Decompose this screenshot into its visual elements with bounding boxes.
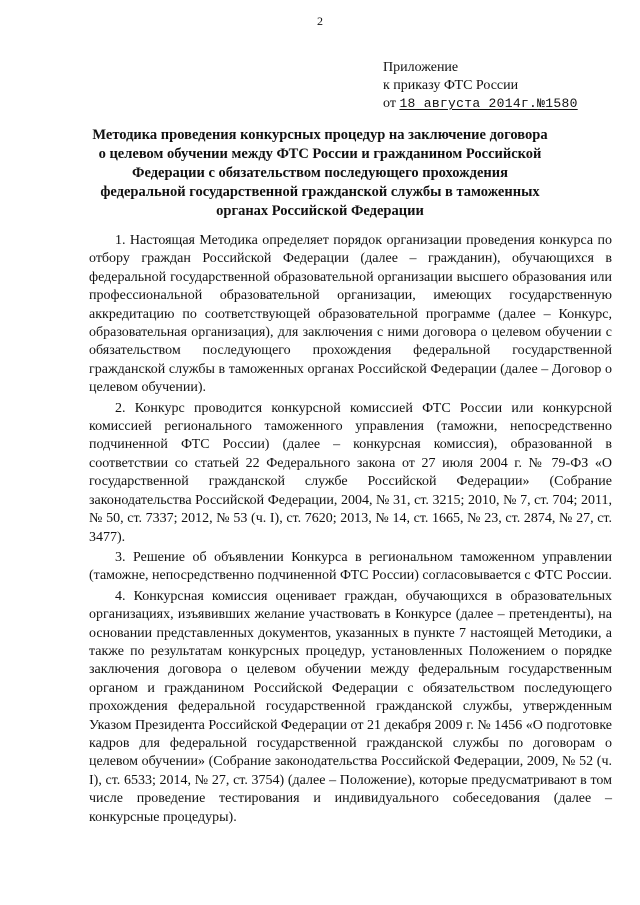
appendix-order-date-line	[383, 95, 578, 113]
paragraph-1: 1. Настоящая Методика определяет порядок организации проведения конкурса по отбору граждан Российской Федерации (далее – гражданин), обучающихся в федеральной государственной образовательной организации высшего образования или профессиональной образовательной организации, имеющих государственную аккредитацию по соответствующей образовательной программе (далее – Конкурс, образовательная организация), для заключения с ними договора о целевом обучении с обязательством последующего прохождения федеральной государственной гражданской службы в таможенных органах Российской Федерации (далее – Договор о целевом обучении).	[89, 233, 612, 396]
appendix-order-reference: к приказу ФТС России	[383, 78, 519, 93]
date-prefix: от	[383, 96, 396, 111]
page-number: 2	[317, 14, 323, 28]
paragraph-2: 2. Конкурс проводится конкурсной комиссией ФТС России или конкурсной комиссией регионального таможенного управления (таможни, непосредственно подчиненной ФТС России) (далее – конкурсная комиссия), образованной в соответствии со статьей 22 Федерального закона от 27 июля 2004 г. № 79-ФЗ «О государственной гражданской службе Российской Федерации» (Собрание законодательства Российской Федерации, 2004, № 31, ст. 3215; 2010, № 7, ст. 704; 2011, № 50, ст. 7337; 2012, № 53 (ч. I), ст. 7620; 2013, № 14, ст. 1665, № 23, ст. 2874, № 27, ст. 3477).	[89, 400, 612, 545]
order-number: №1580	[537, 96, 578, 111]
appendix-block	[383, 59, 578, 113]
paragraph-3: 3. Решение об объявлении Конкурса в региональном таможенном управлении (таможне, непосредственно подчиненной ФТС России) согласовывается с ФТС России.	[89, 549, 612, 584]
paragraph-4: 4. Конкурсная комиссия оценивает граждан, обучающихся в образовательных организациях, изъявивших желание участвовать в Конкурсе (далее – претенденты), на основании представленных документов, указанных в пункте 7 настоящей Методики, а также по результатам конкурсных процедур, установленных Положением о порядке заключения договора о целевом обучении между федеральным государственным органом и гражданином Российской Федерации с обязательством последующего прохождения федеральной государственной гражданской службы, утвержденным Указом Президента Российской Федерации от 21 декабря 2009 г. № 1456 «О подготовке кадров для федеральной государственной гражданской службы по договорам о целевом обучении» (Собрание законодательства Российской Федерации, 2009, № 52 (ч. I), ст. 6533; 2014, № 27, ст. 3754) (далее – Положение), которые предусматривают в том числе проведение тестирования и индивидуального собеседования (далее – конкурсные процедуры).	[89, 588, 612, 825]
document-body	[89, 232, 612, 829]
appendix-label: Приложение	[383, 60, 459, 75]
order-date: 18 августа 2014г.	[399, 96, 538, 111]
document-title: Методика проведения конкурсных процедур на заключение договора о целевом обучении между ФТС России и гражданином Российской Федерации с обязательством последующего прохождения федеральной государственной гражданской службы в таможенных органах Российской Федерации	[92, 127, 548, 219]
